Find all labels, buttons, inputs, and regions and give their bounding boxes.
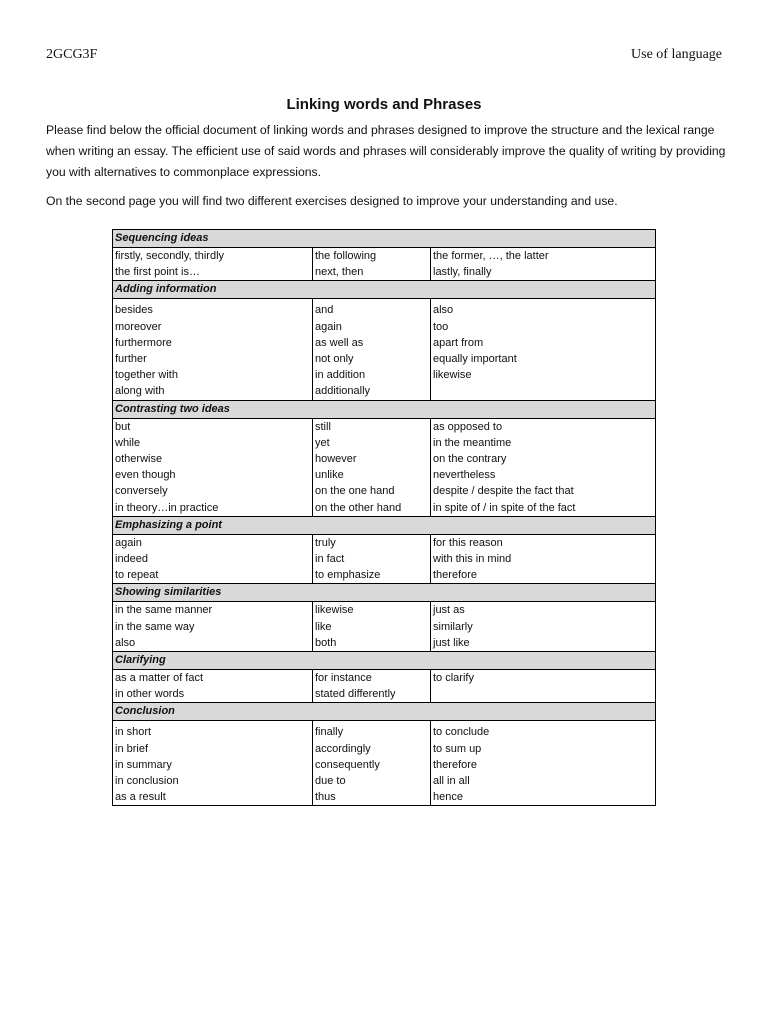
- phrase-item: in other words: [115, 688, 185, 701]
- section-content-row: [113, 602, 656, 652]
- section-heading-row: [113, 652, 656, 670]
- section-heading: Showing similarities: [113, 584, 656, 602]
- intro-second-page-note: On the second page you will find two different exercises designed to improve your understanding and use.: [46, 194, 618, 208]
- phrase-column-2: [313, 248, 431, 281]
- phrase-item: in short: [115, 726, 152, 739]
- phrase-item: the following: [315, 250, 377, 262]
- phrase-item: like: [315, 620, 332, 633]
- phrase-item: also: [115, 636, 136, 649]
- phrase-column-3: [431, 418, 656, 516]
- page-title: Linking words and Phrases: [286, 96, 482, 113]
- phrase-item: indeed: [115, 553, 149, 566]
- phrase-column-2: [313, 418, 431, 516]
- course-subject: Use of language: [631, 47, 722, 62]
- section-content-row: [113, 670, 656, 703]
- phrase-item: as a matter of fact: [115, 672, 204, 685]
- phrase-item: furthermore: [115, 336, 172, 349]
- phrase-item: conversely: [115, 485, 168, 498]
- phrase-column-1: [113, 602, 313, 652]
- phrase-item: accordingly: [315, 742, 371, 755]
- phrase-item: however: [315, 453, 357, 466]
- phrase-item: but: [115, 420, 131, 433]
- phrase-item: not only: [315, 353, 354, 366]
- phrase-item: in the same manner: [115, 604, 213, 617]
- phrase-item: in addition: [315, 369, 366, 382]
- phrase-column-1: [113, 721, 313, 806]
- phrase-item: firstly, secondly, thirdly: [115, 250, 225, 262]
- phrase-item: for instance: [315, 672, 372, 685]
- phrase-column-2: [313, 299, 431, 400]
- section-heading: Sequencing ideas: [113, 230, 656, 248]
- phrase-item: again: [315, 320, 342, 333]
- phrase-item: additionally: [315, 385, 371, 398]
- phrase-item: therefore: [433, 758, 478, 771]
- phrase-item: truly: [315, 536, 336, 549]
- phrase-item: all in all: [433, 775, 470, 788]
- phrase-column-2: [313, 670, 431, 703]
- phrase-item: otherwise: [115, 453, 163, 466]
- phrase-item: thus: [315, 791, 336, 804]
- phrase-column-1: [113, 418, 313, 516]
- phrase-item: as well as: [315, 336, 364, 349]
- section-content-row: [113, 534, 656, 584]
- phrase-item: to emphasize: [315, 569, 381, 582]
- phrase-item: and: [315, 304, 334, 317]
- phrase-item: similarly: [433, 620, 473, 633]
- section-heading-row: [113, 230, 656, 248]
- phrase-item: in spite of / in spite of the fact: [433, 501, 576, 514]
- phrase-item: next, then: [315, 266, 364, 279]
- phrase-item: in summary: [115, 758, 172, 771]
- phrase-item: unlike: [315, 469, 344, 482]
- phrase-item: again: [115, 536, 142, 549]
- phrase-column-2: [313, 534, 431, 584]
- phrase-item: as opposed to: [433, 420, 503, 433]
- phrase-column-3: [431, 534, 656, 584]
- intro-paragraph: Please find below the official document of linking words and phrases designed to improve the structure and the lexical range when writing an essay. The efficient use of said words and phrases will considerably improve the quality of writing by providing you with alternatives to commonplace expressions.: [46, 123, 726, 179]
- phrase-item: as a result: [115, 791, 166, 804]
- phrase-column-1: [113, 534, 313, 584]
- phrase-item: also: [433, 304, 454, 317]
- phrase-item: equally important: [433, 353, 517, 366]
- phrase-item: still: [315, 420, 331, 433]
- section-heading: Contrasting two ideas: [113, 400, 656, 418]
- phrase-item: hence: [433, 791, 463, 804]
- phrase-item: to repeat: [115, 569, 159, 582]
- phrase-item: on the contrary: [433, 453, 507, 466]
- linking-words-table-body: [113, 230, 656, 806]
- phrase-item: on the one hand: [315, 485, 395, 498]
- section-heading-row: [113, 703, 656, 721]
- phrase-item: just like: [433, 636, 470, 649]
- phrase-item: while: [115, 436, 141, 449]
- linking-words-table: [112, 229, 656, 806]
- section-heading: Emphasizing a point: [113, 516, 656, 534]
- phrase-item: to sum up: [433, 742, 482, 755]
- section-heading-row: [113, 281, 656, 299]
- phrase-item: yet: [315, 436, 330, 449]
- phrase-item: apart from: [433, 336, 484, 349]
- phrase-item: in the meantime: [433, 436, 512, 449]
- phrase-column-2: [313, 602, 431, 652]
- phrase-item: in the same way: [115, 620, 195, 633]
- phrase-column-3: [431, 721, 656, 806]
- phrase-item: due to: [315, 775, 346, 788]
- phrase-item: just as: [433, 604, 465, 617]
- section-content-row: [113, 721, 656, 806]
- phrase-item: further: [115, 353, 147, 366]
- phrase-column-1: [113, 248, 313, 281]
- phrase-item: with this in mind: [433, 553, 512, 566]
- phrase-item: in brief: [115, 742, 149, 755]
- phrase-column-2: [313, 721, 431, 806]
- phrase-column-3: [431, 248, 656, 281]
- phrase-column-3: [431, 602, 656, 652]
- phrase-item: lastly, finally: [433, 266, 492, 279]
- phrase-column-1: [113, 670, 313, 703]
- section-heading: Conclusion: [113, 703, 656, 721]
- section-heading: Clarifying: [113, 652, 656, 670]
- phrase-item: likewise: [315, 604, 354, 617]
- section-heading-row: [113, 584, 656, 602]
- phrase-item: besides: [115, 304, 153, 317]
- phrase-item: nevertheless: [433, 469, 496, 482]
- phrase-column-1: [113, 299, 313, 400]
- phrase-item: even though: [115, 469, 176, 482]
- phrase-item: to conclude: [433, 726, 490, 739]
- phrase-column-3: [431, 670, 656, 703]
- phrase-item: moreover: [115, 320, 162, 333]
- section-heading: Adding information: [113, 281, 656, 299]
- phrase-item: finally: [315, 726, 344, 739]
- phrase-item: along with: [115, 385, 165, 398]
- phrase-item: consequently: [315, 758, 380, 771]
- phrase-item: the former, …, the latter: [433, 250, 549, 262]
- phrase-item: both: [315, 636, 337, 649]
- phrase-item: in fact: [315, 553, 345, 566]
- section-content-row: [113, 418, 656, 516]
- section-heading-row: [113, 400, 656, 418]
- phrase-item: too: [433, 320, 449, 333]
- section-content-row: [113, 248, 656, 281]
- phrase-item: together with: [115, 369, 178, 382]
- phrase-item: despite / despite the fact that: [433, 485, 574, 498]
- phrase-item: for this reason: [433, 536, 503, 549]
- phrase-item: to clarify: [433, 672, 474, 685]
- section-content-row: [113, 299, 656, 400]
- section-heading-row: [113, 516, 656, 534]
- phrase-item: therefore: [433, 569, 478, 582]
- phrase-column-3: [431, 299, 656, 400]
- phrase-item: stated differently: [315, 688, 396, 701]
- phrase-item: in theory…in practice: [115, 501, 219, 514]
- phrase-item: in conclusion: [115, 775, 179, 788]
- course-code: 2GCG3F: [46, 47, 98, 62]
- phrase-item: on the other hand: [315, 501, 402, 514]
- phrase-item: likewise: [433, 369, 472, 382]
- phrase-item: the first point is…: [115, 266, 200, 279]
